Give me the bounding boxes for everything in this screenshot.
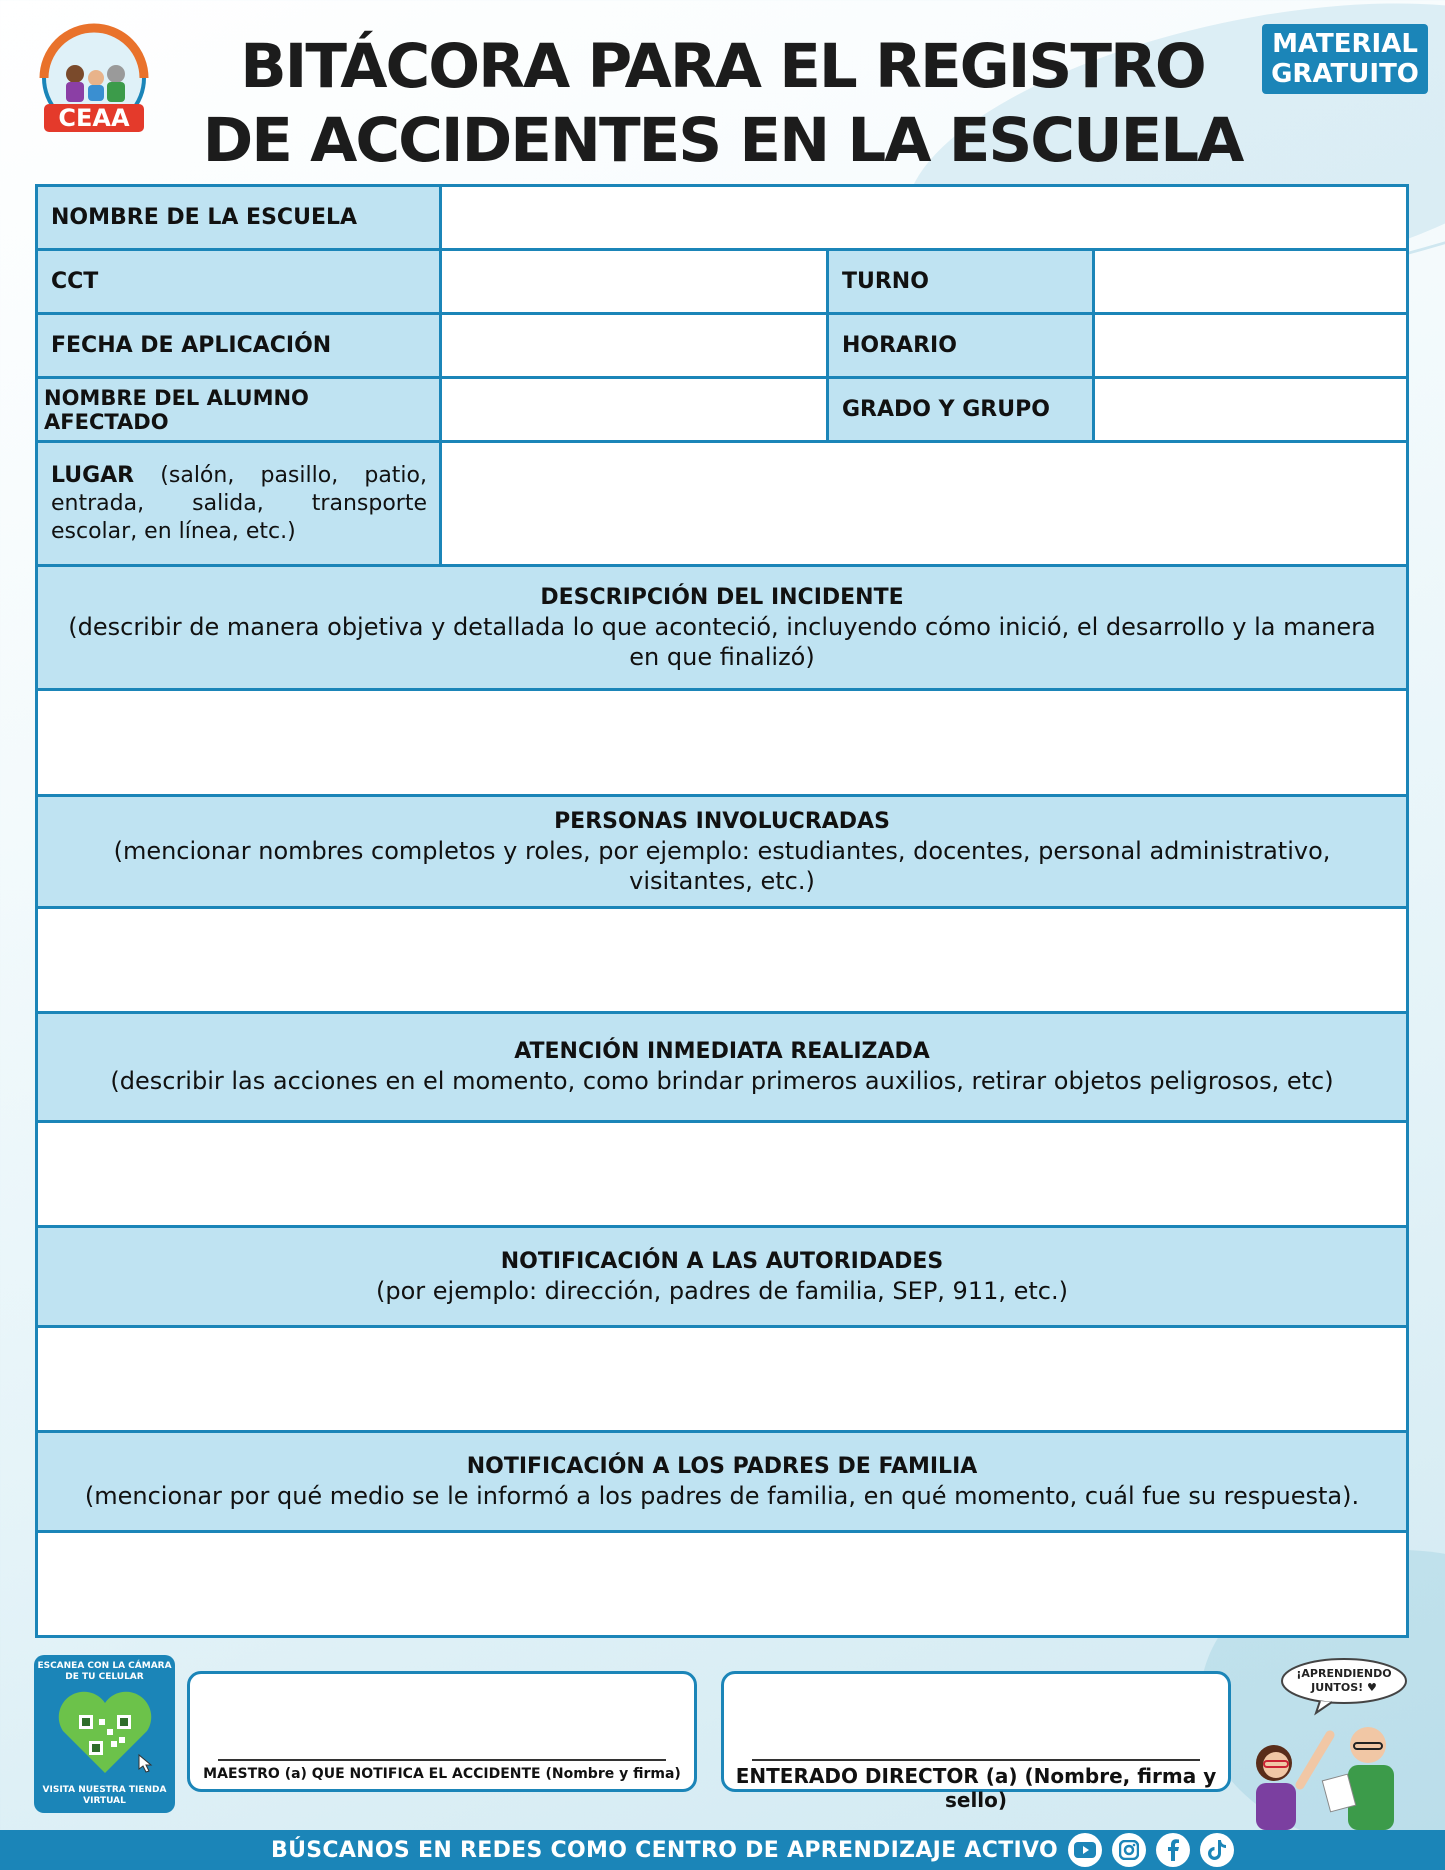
cct-field[interactable] xyxy=(442,251,829,312)
youtube-icon[interactable] xyxy=(1068,1833,1102,1867)
director-signature-box[interactable] xyxy=(721,1671,1231,1812)
alumno-field[interactable] xyxy=(442,379,829,440)
row-fecha xyxy=(38,315,1406,379)
qr-bottom-text: VISITA NUESTRA TIENDA VIRTUAL xyxy=(42,1785,167,1806)
section-header-autoridades xyxy=(38,1228,1406,1328)
atencion-field[interactable] xyxy=(38,1123,1406,1228)
descripcion-field[interactable] xyxy=(38,691,1406,797)
section-header-descripcion xyxy=(38,567,1406,691)
turno-field[interactable] xyxy=(1095,251,1406,312)
teacher-signature-caption: MAESTRO (a) QUE NOTIFICA EL ACCIDENTE (Nombre y firma) xyxy=(203,1766,681,1782)
free-material-badge xyxy=(1262,24,1428,94)
section-desc: (describir de manera objetiva y detallada lo que aconteció, incluyendo cómo inició, el desarrollo y la manera en que finalizó) xyxy=(68,612,1376,671)
horario-field[interactable] xyxy=(1095,315,1406,376)
section-title: NOTIFICACIÓN A LOS PADRES DE FAMILIA xyxy=(466,1453,978,1479)
section-desc: (por ejemplo: dirección, padres de familia, SEP, 911, etc.) xyxy=(376,1276,1068,1305)
signature-line xyxy=(752,1759,1200,1761)
teacher-signature-box[interactable] xyxy=(187,1671,697,1792)
lugar-label-bold: LUGAR xyxy=(51,462,135,488)
padres-field[interactable] xyxy=(38,1533,1406,1635)
svg-text:JUNTOS! ♥: JUNTOS! ♥ xyxy=(1311,1681,1377,1694)
grado-field[interactable] xyxy=(1095,379,1406,440)
cct-label: CCT xyxy=(38,251,442,312)
accident-log-form xyxy=(35,184,1409,1638)
mascots-illustration xyxy=(1240,1655,1410,1830)
badge-line-1: MATERIAL xyxy=(1272,29,1418,59)
director-signature-caption: ENTERADO DIRECTOR (a) (Nombre, firma y sello) xyxy=(735,1764,1217,1812)
qr-top-text: ESCANEA CON LA CÁMARA DE TU CELULAR xyxy=(37,1661,172,1682)
social-footer-text: BÚSCANOS EN REDES COMO CENTRO DE APRENDIZAJE ACTIVO xyxy=(271,1837,1058,1863)
section-title: PERSONAS INVOLUCRADAS xyxy=(554,808,890,834)
section-header-padres xyxy=(38,1433,1406,1533)
svg-text:CEAA: CEAA xyxy=(58,104,130,132)
row-lugar xyxy=(38,443,1406,567)
row-school-name xyxy=(38,187,1406,251)
turno-label: TURNO xyxy=(829,251,1095,312)
section-header-personas xyxy=(38,797,1406,909)
title-line-2: DE ACCIDENTES EN LA ESCUELA xyxy=(202,105,1243,176)
autoridades-field[interactable] xyxy=(38,1328,1406,1433)
svg-text:¡APRENDIENDO: ¡APRENDIENDO xyxy=(1296,1667,1392,1680)
qr-heart-icon xyxy=(55,1685,155,1777)
instagram-icon[interactable] xyxy=(1112,1833,1146,1867)
tiktok-icon[interactable] xyxy=(1200,1833,1234,1867)
qr-store-card[interactable] xyxy=(34,1655,175,1813)
title-line-1: BITÁCORA PARA EL REGISTRO xyxy=(240,31,1205,102)
lugar-field[interactable] xyxy=(442,443,1406,564)
section-title: NOTIFICACIÓN A LAS AUTORIDADES xyxy=(500,1248,944,1274)
section-title: DESCRIPCIÓN DEL INCIDENTE xyxy=(540,584,904,610)
school-name-label: NOMBRE DE LA ESCUELA xyxy=(38,187,442,248)
horario-label: HORARIO xyxy=(829,315,1095,376)
section-header-atencion xyxy=(38,1014,1406,1123)
page-title xyxy=(200,30,1245,178)
alumno-label: NOMBRE DEL ALUMNO AFECTADO xyxy=(38,379,442,440)
social-footer-bar xyxy=(0,1830,1445,1870)
section-desc: (describir las acciones en el momento, como brindar primeros auxilios, retirar objetos peligrosos, etc) xyxy=(110,1067,1334,1095)
row-alumno xyxy=(38,379,1406,443)
lugar-label xyxy=(38,443,442,564)
lugar-label-hint: (salón, pasillo, patio, entrada, salida, transporte escolar, en línea, etc.) xyxy=(51,462,427,544)
row-cct xyxy=(38,251,1406,315)
section-desc: (mencionar por qué medio se le informó a los padres de familia, en qué momento, cuál fue su respuesta). xyxy=(84,1481,1360,1510)
fecha-label: FECHA DE APLICACIÓN xyxy=(38,315,442,376)
section-desc: (mencionar nombres completos y roles, por ejemplo: estudiantes, docentes, personal administrativo, visitantes, etc.) xyxy=(113,836,1331,895)
section-title: ATENCIÓN INMEDIATA REALIZADA xyxy=(514,1039,930,1064)
signature-line xyxy=(218,1759,666,1761)
grado-label: GRADO Y GRUPO xyxy=(829,379,1095,440)
fecha-field[interactable] xyxy=(442,315,829,376)
badge-line-2: GRATUITO xyxy=(1271,59,1419,89)
school-name-field[interactable] xyxy=(442,187,1406,248)
facebook-icon[interactable] xyxy=(1156,1833,1190,1867)
ceaa-logo xyxy=(30,22,158,140)
personas-field[interactable] xyxy=(38,909,1406,1014)
